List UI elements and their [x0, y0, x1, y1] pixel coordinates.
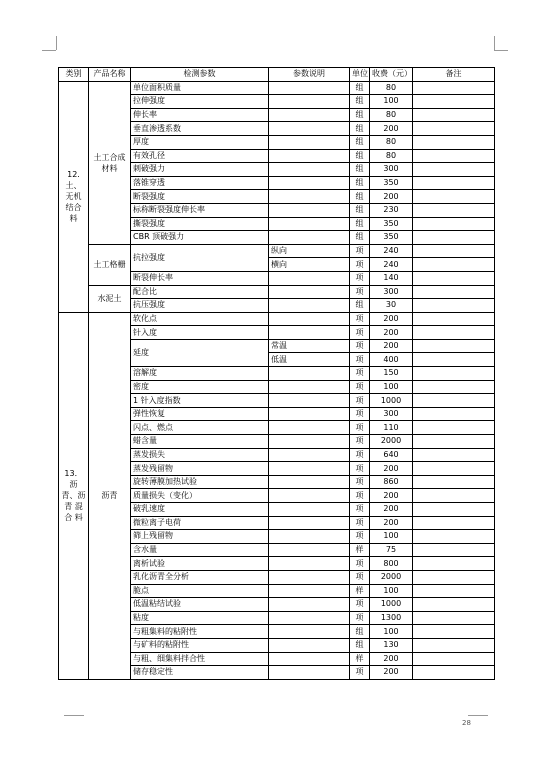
remark-cell — [413, 394, 495, 408]
remark-cell — [413, 625, 495, 639]
param-cell: 标称断裂强度伸长率 — [131, 203, 269, 217]
note-cell — [269, 503, 350, 517]
unit-cell: 项 — [350, 570, 370, 584]
unit-cell: 项 — [350, 448, 370, 462]
note-cell — [269, 611, 350, 625]
fee-cell: 150 — [370, 367, 413, 381]
note-cell: 常温 — [269, 339, 350, 353]
fee-cell: 800 — [370, 557, 413, 571]
note-cell — [269, 462, 350, 476]
remark-cell — [413, 652, 495, 666]
param-cell: 闪点、燃点 — [131, 421, 269, 435]
fee-cell: 200 — [370, 503, 413, 517]
remark-cell — [413, 326, 495, 340]
header-fee: 收费（元） — [370, 68, 413, 82]
note-cell — [269, 271, 350, 285]
param-cell: 断裂强度 — [131, 190, 269, 204]
note-cell — [269, 407, 350, 421]
note-cell — [269, 217, 350, 231]
note-cell — [269, 475, 350, 489]
remark-cell — [413, 135, 495, 149]
fee-cell: 300 — [370, 407, 413, 421]
header-param: 检测参数 — [131, 68, 269, 82]
remark-cell — [413, 367, 495, 381]
unit-cell: 组 — [350, 176, 370, 190]
param-cell: 破乳速度 — [131, 503, 269, 517]
note-cell — [269, 584, 350, 598]
remark-cell — [413, 271, 495, 285]
param-cell: 单位面积质量 — [131, 81, 269, 95]
remark-cell — [413, 231, 495, 245]
fee-cell: 1000 — [370, 598, 413, 612]
remark-cell — [413, 176, 495, 190]
category-cell: 13．沥 青、沥 青 混 合 料 — [59, 312, 89, 679]
fee-cell: 640 — [370, 448, 413, 462]
param-cell: 溶解度 — [131, 367, 269, 381]
note-cell — [269, 598, 350, 612]
unit-cell: 项 — [350, 285, 370, 299]
remark-cell — [413, 81, 495, 95]
param-cell: 抗拉强度 — [131, 244, 269, 271]
param-cell: 与矿料的粘附性 — [131, 638, 269, 652]
param-cell: 质量损失（变化） — [131, 489, 269, 503]
remark-cell — [413, 95, 495, 109]
fee-cell: 200 — [370, 516, 413, 530]
header-remark: 备注 — [413, 68, 495, 82]
unit-cell: 项 — [350, 380, 370, 394]
unit-cell: 组 — [350, 625, 370, 639]
unit-cell: 项 — [350, 258, 370, 272]
param-cell: 垂直渗透系数 — [131, 122, 269, 136]
header-category: 类别 — [59, 68, 89, 82]
remark-cell — [413, 462, 495, 476]
note-cell — [269, 231, 350, 245]
unit-cell: 项 — [350, 407, 370, 421]
unit-cell: 项 — [350, 326, 370, 340]
product-cell: 土工合成 材料 — [89, 81, 131, 244]
param-cell: CBR 顶破强力 — [131, 231, 269, 245]
param-cell: 刺破强力 — [131, 163, 269, 177]
unit-cell: 组 — [350, 95, 370, 109]
param-cell: 撕裂强度 — [131, 217, 269, 231]
footer-line-left — [64, 715, 84, 716]
fee-cell: 2000 — [370, 435, 413, 449]
fee-cell: 100 — [370, 380, 413, 394]
crop-mark-top-right-v — [494, 36, 495, 50]
fee-cell: 240 — [370, 258, 413, 272]
note-cell — [269, 299, 350, 313]
unit-cell: 项 — [350, 435, 370, 449]
note-cell — [269, 380, 350, 394]
param-cell: 落锥穿透 — [131, 176, 269, 190]
unit-cell: 项 — [350, 475, 370, 489]
param-cell: 抗压强度 — [131, 299, 269, 313]
fee-cell: 400 — [370, 353, 413, 367]
unit-cell: 组 — [350, 638, 370, 652]
unit-cell: 组 — [350, 190, 370, 204]
remark-cell — [413, 353, 495, 367]
remark-cell — [413, 611, 495, 625]
unit-cell: 组 — [350, 217, 370, 231]
remark-cell — [413, 530, 495, 544]
fee-cell: 200 — [370, 462, 413, 476]
param-cell: 离析试验 — [131, 557, 269, 571]
crop-mark-top-left-v — [56, 36, 57, 50]
category-cell: 12. 土、 无机 结合 料 — [59, 81, 89, 312]
unit-cell: 组 — [350, 81, 370, 95]
fee-cell: 230 — [370, 203, 413, 217]
remark-cell — [413, 598, 495, 612]
remark-cell — [413, 666, 495, 680]
remark-cell — [413, 108, 495, 122]
remark-cell — [413, 475, 495, 489]
product-cell: 沥青 — [89, 312, 131, 679]
fee-table — [58, 67, 495, 680]
note-cell: 纵向 — [269, 244, 350, 258]
fee-cell: 200 — [370, 312, 413, 326]
note-cell — [269, 421, 350, 435]
product-cell: 水泥土 — [89, 285, 131, 312]
param-cell: 针入度 — [131, 326, 269, 340]
remark-cell — [413, 503, 495, 517]
unit-cell: 项 — [350, 489, 370, 503]
fee-cell: 100 — [370, 530, 413, 544]
fee-cell: 200 — [370, 652, 413, 666]
unit-cell: 样 — [350, 543, 370, 557]
fee-cell: 140 — [370, 271, 413, 285]
remark-cell — [413, 489, 495, 503]
param-cell: 脆点 — [131, 584, 269, 598]
table-row — [59, 244, 495, 258]
param-cell: 蒸发残留物 — [131, 462, 269, 476]
param-cell: 延度 — [131, 339, 269, 366]
fee-cell: 80 — [370, 108, 413, 122]
param-cell: 筛上残留物 — [131, 530, 269, 544]
remark-cell — [413, 299, 495, 313]
unit-cell: 项 — [350, 244, 370, 258]
note-cell — [269, 570, 350, 584]
unit-cell: 项 — [350, 367, 370, 381]
note-cell — [269, 666, 350, 680]
param-cell: 储存稳定性 — [131, 666, 269, 680]
remark-cell — [413, 435, 495, 449]
footer-line-right — [468, 715, 488, 716]
remark-cell — [413, 203, 495, 217]
param-cell: 含水量 — [131, 543, 269, 557]
fee-cell: 80 — [370, 149, 413, 163]
unit-cell: 项 — [350, 598, 370, 612]
product-cell: 土工格栅 — [89, 244, 131, 285]
fee-cell: 75 — [370, 543, 413, 557]
fee-cell: 1000 — [370, 394, 413, 408]
note-cell: 横向 — [269, 258, 350, 272]
note-cell — [269, 448, 350, 462]
note-cell — [269, 394, 350, 408]
header-product: 产品名称 — [89, 68, 131, 82]
note-cell — [269, 530, 350, 544]
note-cell — [269, 149, 350, 163]
unit-cell: 组 — [350, 231, 370, 245]
fee-cell: 30 — [370, 299, 413, 313]
fee-cell: 200 — [370, 122, 413, 136]
unit-cell: 项 — [350, 516, 370, 530]
fee-cell: 300 — [370, 163, 413, 177]
unit-cell: 项 — [350, 462, 370, 476]
note-cell — [269, 557, 350, 571]
remark-cell — [413, 122, 495, 136]
remark-cell — [413, 312, 495, 326]
param-cell: 低温粘结试验 — [131, 598, 269, 612]
fee-cell: 300 — [370, 285, 413, 299]
param-cell: 断裂伸长率 — [131, 271, 269, 285]
param-cell: 配合比 — [131, 285, 269, 299]
remark-cell — [413, 638, 495, 652]
fee-cell: 130 — [370, 638, 413, 652]
fee-cell: 860 — [370, 475, 413, 489]
note-cell — [269, 638, 350, 652]
fee-cell: 240 — [370, 244, 413, 258]
note-cell: 低温 — [269, 353, 350, 367]
fee-cell: 100 — [370, 584, 413, 598]
remark-cell — [413, 584, 495, 598]
unit-cell: 项 — [350, 421, 370, 435]
note-cell — [269, 203, 350, 217]
note-cell — [269, 652, 350, 666]
note-cell — [269, 516, 350, 530]
remark-cell — [413, 543, 495, 557]
unit-cell: 组 — [350, 108, 370, 122]
param-cell: 1 针入度指数 — [131, 394, 269, 408]
fee-cell: 200 — [370, 489, 413, 503]
fee-cell: 110 — [370, 421, 413, 435]
unit-cell: 组 — [350, 149, 370, 163]
table-row — [59, 285, 495, 299]
unit-cell: 项 — [350, 666, 370, 680]
unit-cell: 组 — [350, 203, 370, 217]
unit-cell: 项 — [350, 503, 370, 517]
note-cell — [269, 543, 350, 557]
unit-cell: 组 — [350, 163, 370, 177]
unit-cell: 项 — [350, 339, 370, 353]
remark-cell — [413, 190, 495, 204]
note-cell — [269, 108, 350, 122]
fee-cell: 350 — [370, 231, 413, 245]
param-cell: 蒸发损失 — [131, 448, 269, 462]
unit-cell: 样 — [350, 652, 370, 666]
note-cell — [269, 312, 350, 326]
param-cell: 微粒离子电荷 — [131, 516, 269, 530]
fee-cell: 350 — [370, 176, 413, 190]
remark-cell — [413, 380, 495, 394]
note-cell — [269, 95, 350, 109]
unit-cell: 项 — [350, 611, 370, 625]
unit-cell: 样 — [350, 584, 370, 598]
remark-cell — [413, 516, 495, 530]
remark-cell — [413, 244, 495, 258]
page-number: 28 — [462, 719, 471, 727]
note-cell — [269, 81, 350, 95]
note-cell — [269, 367, 350, 381]
unit-cell: 项 — [350, 353, 370, 367]
remark-cell — [413, 285, 495, 299]
fee-cell: 1300 — [370, 611, 413, 625]
note-cell — [269, 135, 350, 149]
unit-cell: 组 — [350, 299, 370, 313]
param-cell: 有效孔径 — [131, 149, 269, 163]
table-row — [59, 81, 495, 95]
remark-cell — [413, 217, 495, 231]
param-cell: 拉伸强度 — [131, 95, 269, 109]
fee-cell: 100 — [370, 95, 413, 109]
param-cell: 旋转薄膜加热试验 — [131, 475, 269, 489]
note-cell — [269, 326, 350, 340]
fee-cell: 200 — [370, 326, 413, 340]
header-note: 参数说明 — [269, 68, 350, 82]
note-cell — [269, 435, 350, 449]
crop-mark-top-right-h — [494, 50, 508, 51]
param-cell: 与粗集料的粘附性 — [131, 625, 269, 639]
unit-cell: 项 — [350, 271, 370, 285]
param-cell: 与粗、细集料拌合性 — [131, 652, 269, 666]
fee-cell: 200 — [370, 666, 413, 680]
param-cell: 厚度 — [131, 135, 269, 149]
table-header-row — [59, 68, 495, 82]
fee-cell: 80 — [370, 81, 413, 95]
unit-cell: 项 — [350, 312, 370, 326]
fee-cell: 2000 — [370, 570, 413, 584]
param-cell: 密度 — [131, 380, 269, 394]
table-row — [59, 312, 495, 326]
note-cell — [269, 122, 350, 136]
note-cell — [269, 163, 350, 177]
remark-cell — [413, 448, 495, 462]
remark-cell — [413, 258, 495, 272]
param-cell: 软化点 — [131, 312, 269, 326]
unit-cell: 组 — [350, 122, 370, 136]
param-cell: 弹性恢复 — [131, 407, 269, 421]
header-unit: 单位 — [350, 68, 370, 82]
remark-cell — [413, 407, 495, 421]
fee-cell: 350 — [370, 217, 413, 231]
remark-cell — [413, 570, 495, 584]
unit-cell: 组 — [350, 135, 370, 149]
fee-cell: 100 — [370, 625, 413, 639]
unit-cell: 项 — [350, 530, 370, 544]
note-cell — [269, 285, 350, 299]
remark-cell — [413, 149, 495, 163]
note-cell — [269, 489, 350, 503]
crop-mark-top-left-h — [42, 50, 56, 51]
remark-cell — [413, 339, 495, 353]
unit-cell: 项 — [350, 394, 370, 408]
remark-cell — [413, 557, 495, 571]
fee-cell: 200 — [370, 190, 413, 204]
param-cell: 粘度 — [131, 611, 269, 625]
note-cell — [269, 625, 350, 639]
unit-cell: 项 — [350, 557, 370, 571]
fee-cell: 80 — [370, 135, 413, 149]
remark-cell — [413, 421, 495, 435]
note-cell — [269, 190, 350, 204]
fee-cell: 200 — [370, 339, 413, 353]
param-cell: 伸长率 — [131, 108, 269, 122]
remark-cell — [413, 163, 495, 177]
param-cell: 乳化沥青全分析 — [131, 570, 269, 584]
note-cell — [269, 176, 350, 190]
param-cell: 蜡含量 — [131, 435, 269, 449]
